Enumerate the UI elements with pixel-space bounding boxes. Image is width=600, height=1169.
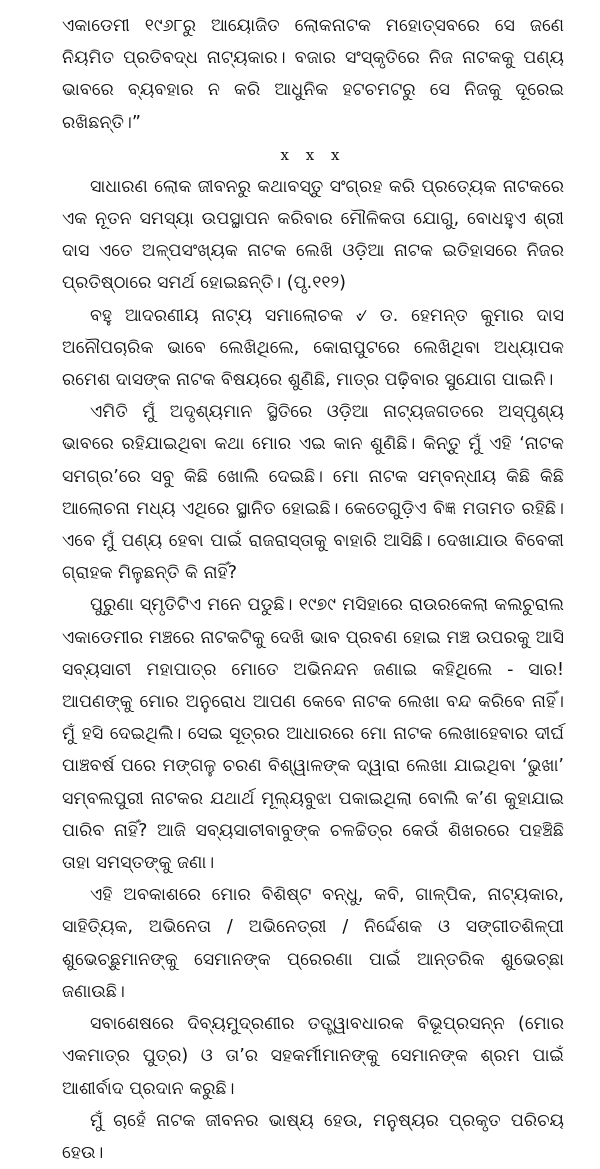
paragraph-7: ମୁଁ ଚାହେଁ ନାଟକ ଜୀବନର ଭାଷ୍ୟ ହେଉ, ମନୁଷ୍ୟର ପ୍ରକୃତ ପରିଚୟ ହେଉ। — [62, 1110, 564, 1163]
paragraph-1: ସାଧାରଣ ଲୋକ ଜୀବନରୁ କଥାବସ୍ତୁ ସଂଗ୍ରହ କରି ପ୍ରତ୍ୟେକ ନାଟକରେ ଏକ ନୂତନ ସମସ୍ୟା ଉପସ୍ଥାପନ କରିବାର ମୌଳିକତା ଯୋଗୁ, ବୋଧହୁଏ ଶ୍ରୀ ଦାସ ଏତେ ଅଳ୍ପସଂଖ୍ୟକ ନାଟକ ଲେଖି ଓଡ଼ିଆ ନାଟକ ଇତିହାସରେ ନିଜର ପ୍ରତିଷ୍ଠାରେ ସମର୍ଥ ହୋଇଛନ୍ତି। (ପୃ.୧୧୨) — [62, 176, 564, 294]
paragraph-3: ଏମିତି ମୁଁ ଅଦୃଶ୍ୟମାନ ସ୍ଥିତିରେ ଓଡ଼ିଆ ନାଟ୍ୟଜଗତରେ ଅସ୍ପୃଶ୍ୟ ଭାବରେ ରହିଯାଇଥିବା କଥା ମୋର ଏଇ କାନ ଶୁଣିଛି। କିନ୍ତୁ ମୁଁ ଏହି ‘ନାଟକ ସମଗ୍ର’ରେ ସବୁ କିଛି ଖୋଲି ଦେଇଛି। ମୋ ନାଟକ ସମ୍ବନ୍ଧୀୟ କିଛି କିଛି ଆଲୋଚନା ମଧ୍ୟ ଏଥିରେ ସ୍ଥାନିତ ହୋଇଛି। କେତେଗୁଡ଼ିଏ ବିଜ୍ଞ ମତାମତ ରହିଛି। ଏବେ ମୁଁ ପଣ୍ୟ ହେବା ପାଇଁ ରାଜରାସ୍ତାକୁ ବାହାରି ଆସିଛି। ଦେଖାଯାଉ ବିବେକୀ ଗ୍ରାହକ ମିଳୁଛନ୍ତି କି ନାହିଁ? — [62, 402, 564, 584]
paragraph-5: ଏହି ଅବକାଶରେ ମୋର ବିଶିଷ୍ଟ ବନ୍ଧୁ, କବି, ଗାଳ୍ପିକ, ନାଟ୍ୟକାର, ସାହିତ୍ୟିକ, ଅଭିନେତା / ଅଭିନେତ୍ରୀ / ନିର୍ଦ୍ଦେଶକ ଓ ସଙ୍ଗୀତଶିଳ୍ପୀ ଶୁଭେଚ୍ଛୁମାନଙ୍କୁ ସେମାନଙ୍କ ପ୍ରେରଣା ପାଇଁ ଆନ୍ତରିକ ଶୁଭେଚ୍ଛା ଜଣାଉଛି। — [62, 885, 564, 1002]
paragraph-quote-ending: ଏକାଡେମୀ ୧୯୬୮ରୁ ଆୟୋଜିତ ଲୋକନାଟକ ମହୋତ୍ସବରେ ସେ ଜଣେ ନିୟମିତ ପ୍ରତିବଦ୍ଧ ନାଟ୍ୟକାର। ବଜାର ସଂସ୍କୃତିରେ ନିଜ ନାଟକକୁ ପଣ୍ୟ ଭାବରେ ବ୍ୟବହାର ନ କରି ଆଧୁନିକ ହଟଚମଟରୁ ସେ ନିଜକୁ ଦୂରେଇ ରଖିଛନ୍ତି।” — [62, 16, 564, 133]
section-separator: x x x — [280, 145, 346, 164]
paragraph-4: ପୁରୁଣା ସ୍ମୃତିଟିଏ ମନେ ପଡୁଛି। ୧୯୭୯ ମସିହାରେ ରାଉରକେଲା କଲଚୁରାଲ ଏକାଡେମୀର ମଞ୍ଚରେ ନାଟକଟିକୁ ଦେଖି ଭାବ ପ୍ରବଣ ହୋଇ ମଞ୍ଚ ଉପରକୁ ଆସି ସବ୍ୟସାଚୀ ମହାପାତ୍ର ମୋତେ ଅଭିନନ୍ଦନ ଜଣାଇ କହିଥିଲେ - ସାର! ଆପଣଙ୍କୁ ମୋର ଅନୁରୋଧ ଆପଣ କେବେ ନାଟକ ଲେଖା ବନ୍ଦ କରିବେ ନାହିଁ। ମୁଁ ହସି ଦେଇଥିଲି। ସେଇ ସୂତ୍ରର ଆଧାରରେ ମୋ ନାଟକ ଲେଖାହେବାର ଦୀର୍ଘ ପାଞ୍ଚବର୍ଷ ପରେ ମଙ୍ଗଳୁ ଚରଣ ବିଶ୍ୱାଳଙ୍କ ଦ୍ୱାରା ଲେଖା ଯାଇଥିବା ‘ଭୁଖା’ ସମ୍ବଲପୁରୀ ନାଟକର ଯଥାର୍ଥ ମୂଲ୍ୟବୁଝା ପକାଇଥିଲା ବୋଲି କ’ଣ କୁହାଯାଇ ପାରିବ ନାହିଁ? ଆଜି ସବ୍ୟସାଚୀବାବୁଙ୍କ ଚଳଚ୍ଚିତ୍ର କେଉଁ ଶିଖରରେ ପହଞ୍ଚିଛି ତାହା ସମସ୍ତଙ୍କୁ ଜଣା। — [62, 595, 564, 874]
paragraph-6: ସବାଶେଷରେ ଦିବ୍ୟମୁଦ୍ରଣୀର ତତ୍ତ୍ୱାବଧାରକ ବିଭୂପ୍ରସନ୍ନ (ମୋର ଏକମାତ୍ର ପୁତ୍ର) ଓ ତା’ର ସହକର୍ମୀମାନଙ୍କୁ ସେମାନଙ୍କ ଶ୍ରମ ପାଇଁ ଆଶୀର୍ବାଦ ପ୍ରଦାନ କରୁଛି। — [62, 1014, 564, 1099]
paragraph-2: ବହୁ ଆଦରଣୀୟ ନାଟ୍ୟ ସମାଲୋଚକ ୰ ଡ. ହେମନ୍ତ କୁମାର ଦାସ ଅନୌପଚାରିକ ଭାବେ ଲେଖିଥିଲେ, କୋରାପୁଟରେ ଲେଖିଥିବା ଅଧ୍ୟାପକ ରମେଶ ଦାସଙ୍କ ନାଟକ ବିଷୟରେ ଶୁଣିଛି, ମାତ୍ର ପଢ଼ିବାର ସୁଯୋଗ ପାଇନି। — [62, 305, 564, 391]
